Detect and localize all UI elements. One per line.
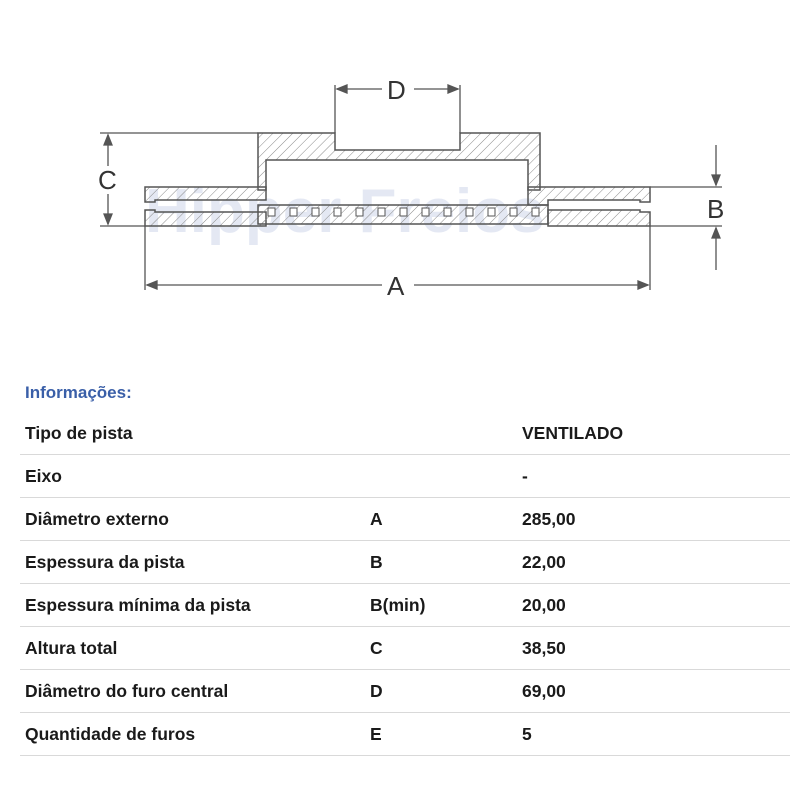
spec-value: 22,00	[522, 552, 566, 572]
spec-table	[20, 412, 790, 756]
dimension-d-label: D	[387, 75, 406, 105]
spec-code: B(min)	[370, 595, 426, 615]
spec-value: 5	[522, 724, 532, 744]
spec-label: Espessura da pista	[25, 552, 185, 572]
spec-value: -	[522, 466, 528, 486]
spec-row-quantidade-de-furos	[20, 713, 790, 756]
spec-code: D	[370, 681, 383, 701]
dimension-a-label: A	[387, 271, 405, 301]
spec-label: Espessura mínima da pista	[25, 595, 251, 615]
spec-row-altura-total	[20, 627, 790, 670]
spec-row-espessura-da-pista	[20, 541, 790, 584]
spec-row-diametro-externo	[20, 498, 790, 541]
spec-code: A	[370, 509, 383, 529]
spec-row-espessura-minima	[20, 584, 790, 627]
spec-code: E	[370, 724, 382, 744]
dimension-c-label: C	[98, 165, 117, 195]
spec-label: Altura total	[25, 638, 118, 658]
spec-code: B	[370, 552, 383, 572]
spec-row-eixo	[20, 455, 790, 498]
spec-value: 38,50	[522, 638, 566, 658]
spec-label: Diâmetro do furo central	[25, 681, 229, 701]
spec-label: Eixo	[25, 466, 62, 486]
spec-row-diametro-furo-central	[20, 670, 790, 713]
spec-value: VENTILADO	[522, 423, 624, 443]
spec-value: 69,00	[522, 681, 566, 701]
spec-value: 285,00	[522, 509, 576, 529]
spec-row-tipo-de-pista	[20, 412, 790, 455]
brake-disc-drawing	[0, 0, 800, 340]
dimension-b-label: B	[707, 194, 725, 224]
spec-label: Quantidade de furos	[25, 724, 196, 744]
spec-code: C	[370, 638, 383, 658]
spec-label: Tipo de pista	[25, 423, 133, 443]
info-heading: Informações:	[25, 383, 132, 402]
spec-label: Diâmetro externo	[25, 509, 169, 529]
spec-value: 20,00	[522, 595, 566, 615]
